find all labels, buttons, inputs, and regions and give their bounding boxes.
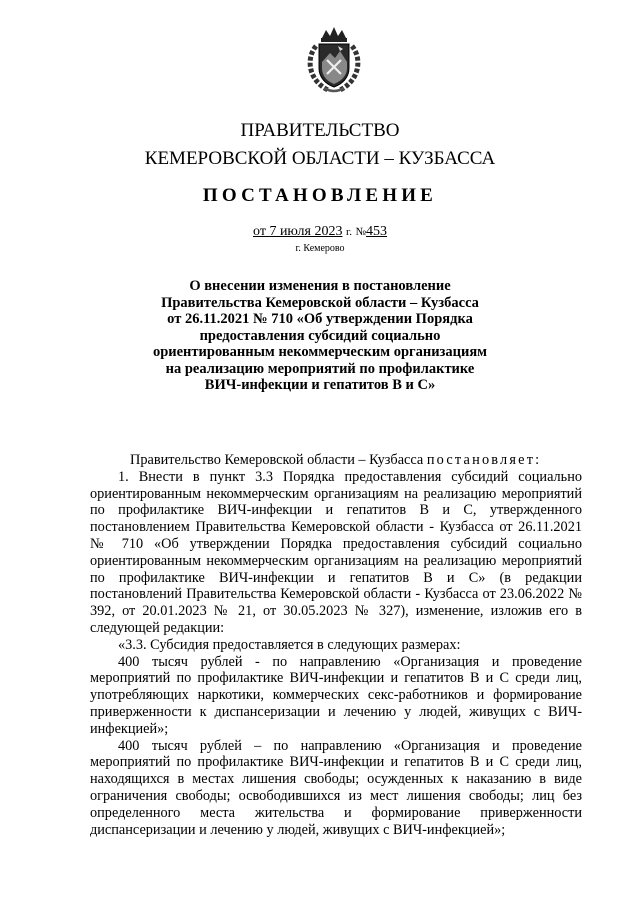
coat-of-arms-emblem bbox=[302, 24, 366, 96]
document-subject bbox=[110, 278, 530, 394]
subject-line: ВИЧ-инфекции и гепатитов В и С» bbox=[204, 377, 436, 393]
government-name-line1: ПРАВИТЕЛЬСТВО bbox=[240, 120, 400, 141]
preamble-paragraph bbox=[90, 452, 582, 469]
subject-line: на реализацию мероприятий по профилактике bbox=[165, 360, 475, 377]
subject-line: от 26.11.2021 № 710 «Об утверждении Порядка bbox=[167, 311, 473, 327]
body-paragraph-2: «3.3. Субсидия предоставляется в следующих размерах: bbox=[118, 636, 461, 653]
preamble-text: Правительство Кемеровской области – Кузбасса bbox=[130, 452, 424, 468]
preamble-resolution-word: постановляет: bbox=[426, 452, 542, 468]
document-date: 7 июля 2023 bbox=[269, 224, 343, 239]
government-name-line2: КЕМЕРОВСКОЙ ОБЛАСТИ – КУЗБАССА bbox=[144, 148, 496, 169]
subject-line: О внесении изменения в постановление bbox=[189, 278, 451, 294]
date-prefix: от bbox=[253, 224, 266, 239]
year-suffix: г. bbox=[345, 226, 352, 238]
subject-line: ориентированным некоммерческим организациям bbox=[152, 344, 488, 360]
body-paragraph-3: 400 тысяч рублей - по направлению «Организация и проведение мероприятий по профилактике ВИЧ-инфекции и гепатитов В и С среди лиц, употребляющих наркотики, коммерческих секс-работников и формирование приверженности к диспансеризации и лечению у людей, живущих с ВИЧ-инфекцией»; bbox=[90, 653, 582, 737]
body-paragraph-4: 400 тысяч рублей – по направлению «Организация и проведение мероприятий по профилактике ВИЧ-инфекции и гепатитов В и С среди лиц, находящихся в местах лишения свободы; осужденных к наказанию в виде ограничения свободы; освободившихся из мест лишения свободы; лиц без определенного места жительства и формирование приверженности диспансеризации и лечению у людей, живущих с ВИЧ-инфекцией»; bbox=[90, 737, 582, 838]
date-number-line bbox=[0, 224, 640, 240]
date-underlined bbox=[253, 224, 342, 239]
document-body bbox=[90, 452, 582, 838]
city-line: г. Кемерово bbox=[295, 243, 345, 254]
subject-line: предоставления субсидий социально bbox=[199, 327, 441, 344]
body-paragraph-1: 1. Внести в пункт 3.3 Порядка предоставления субсидий социально ориентированным некоммерческим организациям на реализацию мероприятий по профилактике ВИЧ-инфекции и гепатитов В и С, утвержденного постановлением Правительства Кемеровской области - Кузбасса от 26.11.2021 № 710 «Об утверждении Порядка предоставления субсидий социально ориентированным некоммерческим организациям на реализацию мероприятий по профилактике ВИЧ-инфекции и гепатитов В и С» (в редакции постановлений Правительства Кемеровской области - Кузбасса от 23.06.2022 № 392, от 20.01.2023 № 21, от 30.05.2023 № 327), изменение, изложив его в следующей редакции: bbox=[90, 468, 582, 636]
document-type-title: ПОСТАНОВЛЕНИЕ bbox=[202, 185, 438, 206]
subject-line: Правительства Кемеровской области – Кузбасса bbox=[161, 294, 479, 311]
number-sign: № bbox=[355, 226, 366, 238]
document-number: 453 bbox=[366, 224, 387, 239]
